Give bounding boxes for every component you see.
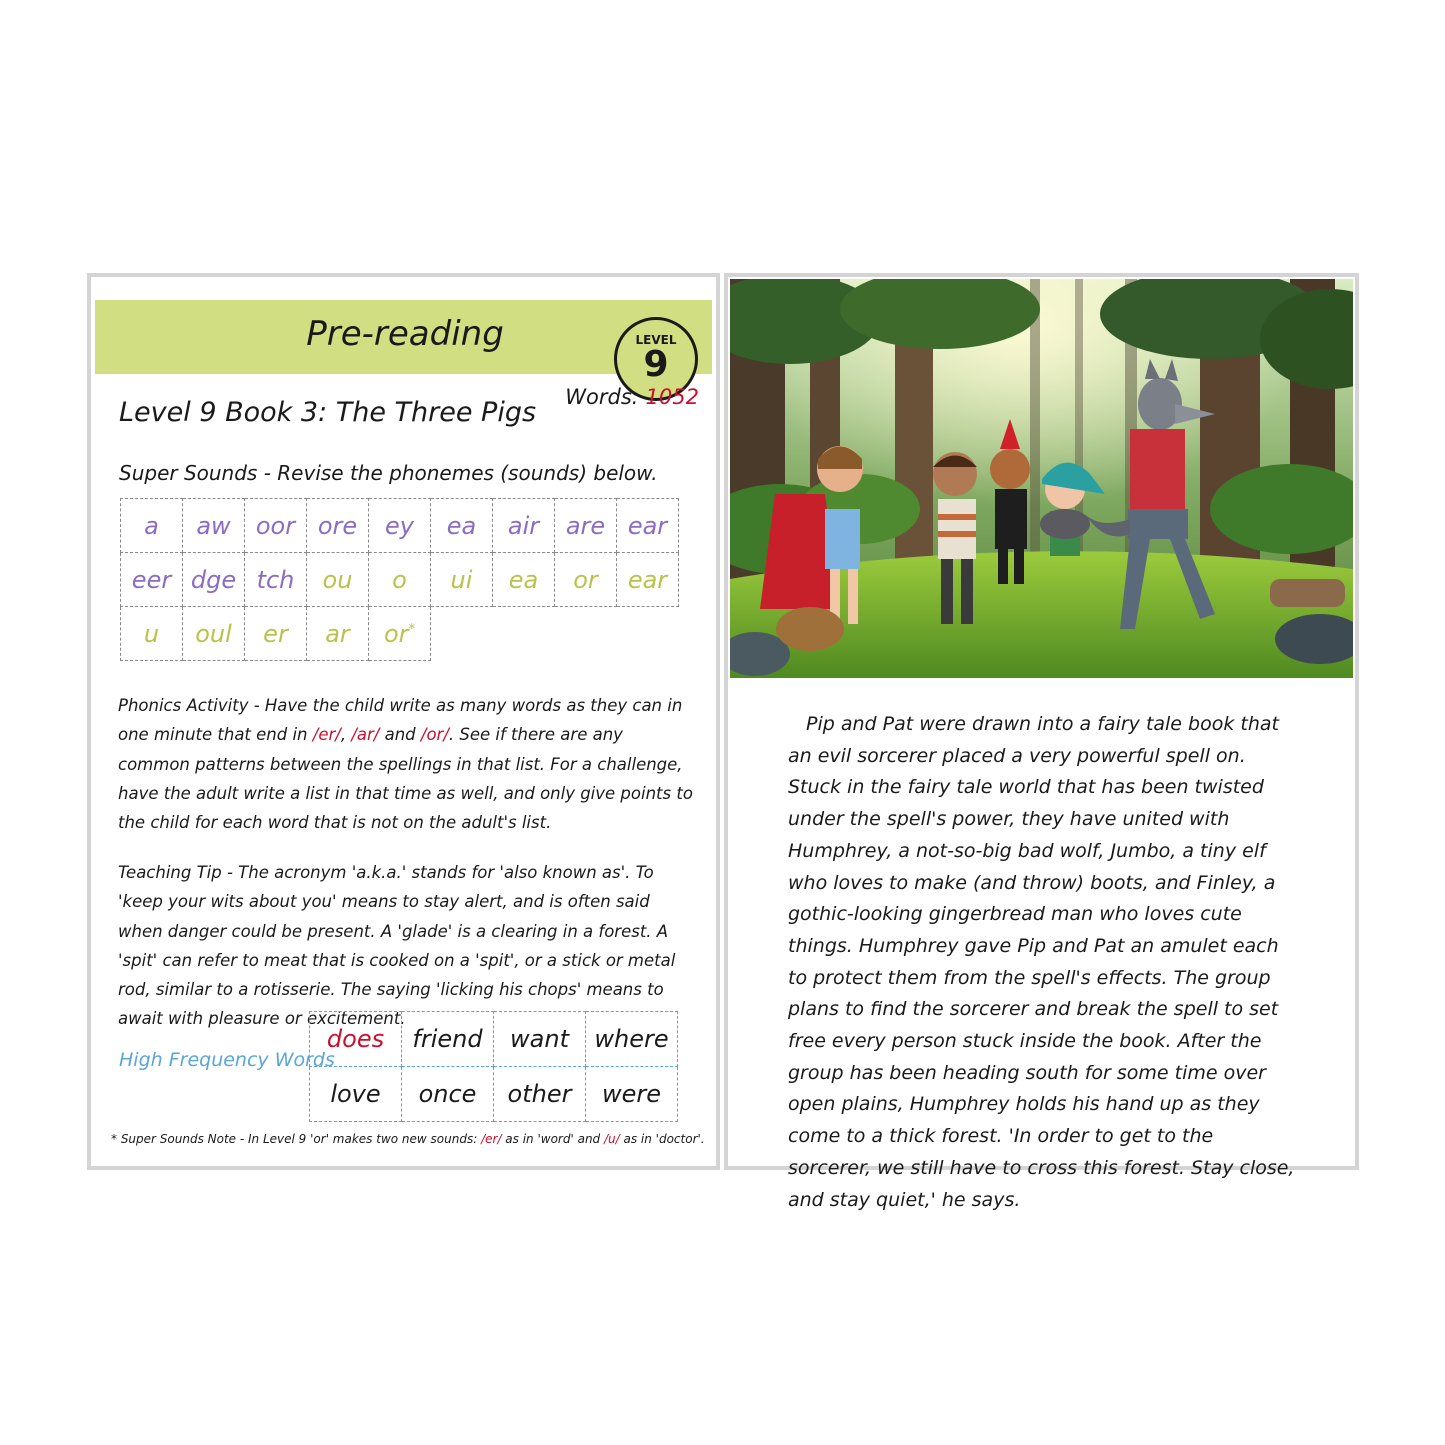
note-text-mid: as in 'word' and (501, 1132, 604, 1146)
phonics-text-rest: . See if there are any common patterns between the spellings in that list. For a challenge, have the adult write a list in that time as well, and only give points to the child for each word that is not on the adult's list. (118, 725, 693, 833)
high-frequency-words-grid (309, 1011, 678, 1122)
pre-reading-banner (95, 300, 712, 385)
sound-cell: or (555, 553, 617, 607)
note-text-end: as in 'doctor'. (619, 1132, 705, 1146)
hfw-cell: other (494, 1067, 586, 1122)
sound-cell: er (245, 607, 307, 661)
sound-cell: ou (307, 553, 369, 607)
word-count (565, 385, 699, 409)
sound-cell: aw (183, 499, 245, 553)
hfw-cell: want (494, 1012, 586, 1067)
empty-cell (555, 607, 617, 661)
forest-illustration (730, 279, 1353, 678)
story-text: Pip and Pat were drawn into a fairy tale book that an evil sorcerer placed a very powerful spell on. Stuck in the fairy tale world that has been twisted under the spell's power, they have united with Humphrey, a not-so-big bad wolf, Jumbo, a tiny elf who loves to make (and throw) boots, and Finley, a gothic-looking gingerbread man who loves cute things. Humphrey gave Pip and Pat an amulet each to protect them from the spell's effects. The group plans to find the sorcerer and break the spell to set free every person stuck inside the book. After the group has been heading south for some time over open plains, Humphrey holds his hand up as they come to a thick forest. 'In order to get to the sorcerer, we still have to cross this forest. Stay close, and stay quiet,' he says. (788, 713, 1295, 1211)
empty-cell (617, 607, 679, 661)
left-page (87, 273, 720, 1170)
level-number: 9 (643, 344, 669, 385)
sound-text: or (383, 619, 409, 648)
sound-cell: eer (121, 553, 183, 607)
note-sound-er: /er/ (481, 1132, 502, 1146)
sound-cell: a (121, 499, 183, 553)
hfw-label: High Frequency Words (119, 1049, 335, 1071)
sound-cell: air (493, 499, 555, 553)
phonics-sound-or: /or/ (420, 725, 449, 745)
banner-title: Pre-reading (306, 314, 504, 354)
phonics-sound-er: /er/ (312, 725, 341, 745)
phonics-sep: and (379, 725, 421, 745)
sound-cell: dge (183, 553, 245, 607)
super-sounds-grid (120, 498, 679, 661)
sounds-row (121, 499, 679, 553)
sound-cell: oul (183, 607, 245, 661)
sound-cell: ear (617, 499, 679, 553)
sound-cell: ea (431, 499, 493, 553)
level-label: LEVEL (635, 333, 677, 347)
sound-cell: ar (307, 607, 369, 661)
sound-cell: ear (617, 553, 679, 607)
sound-cell: are (555, 499, 617, 553)
phonics-activity (118, 691, 693, 837)
super-sounds-note (111, 1132, 705, 1146)
phonics-sound-ar: /ar/ (351, 725, 380, 745)
hfw-cell: were (586, 1067, 678, 1122)
book-title: Level 9 Book 3: The Three Pigs (119, 397, 537, 428)
sound-cell: tch (245, 553, 307, 607)
sound-cell: ea (493, 553, 555, 607)
sound-cell: ey (369, 499, 431, 553)
empty-cell (493, 607, 555, 661)
sounds-row (121, 607, 679, 661)
empty-cell (431, 607, 493, 661)
hfw-cell: love (310, 1067, 402, 1122)
forest-scene-image (730, 279, 1353, 678)
sound-cell: o (369, 553, 431, 607)
sounds-row (121, 553, 679, 607)
right-page (724, 273, 1359, 1211)
sound-cell: ui (431, 553, 493, 607)
word-count-value: 1052 (645, 385, 699, 409)
super-sounds-heading: Super Sounds - Revise the phonemes (sounds) below. (119, 461, 658, 485)
phonics-sep: , (340, 725, 352, 745)
asterisk-mark: * (408, 621, 416, 637)
sound-cell: ore (307, 499, 369, 553)
hfw-row (310, 1012, 678, 1067)
hfw-cell: does (310, 1012, 402, 1067)
sound-cell: oor (245, 499, 307, 553)
note-text: * Super Sounds Note - In Level 9 'or' makes two new sounds: (111, 1132, 482, 1146)
hfw-cell: once (402, 1067, 494, 1122)
teaching-tip: Teaching Tip - The acronym 'a.k.a.' stands for 'also known as'. To 'keep your wits about you' means to stay alert, and is often said when danger could be present. A 'glade' is a clearing in a forest. A 'spit' can refer to meat that is cooked on a 'spit', or a stick or metal rod, similar to a rotisserie. The saying 'licking his chops' means to await with pleasure or excitement. (118, 863, 676, 1029)
sound-cell-or-starred (369, 607, 431, 661)
word-count-label: Words: (565, 385, 639, 409)
hfw-cell: where (586, 1012, 678, 1067)
sound-cell: u (121, 607, 183, 661)
hfw-row (310, 1067, 678, 1122)
hfw-cell: friend (402, 1012, 494, 1067)
phonics-text: Phonics Activity - Have the child write as many words as they can in one minute that end in (118, 696, 683, 745)
note-sound-u: /u/ (603, 1132, 620, 1146)
